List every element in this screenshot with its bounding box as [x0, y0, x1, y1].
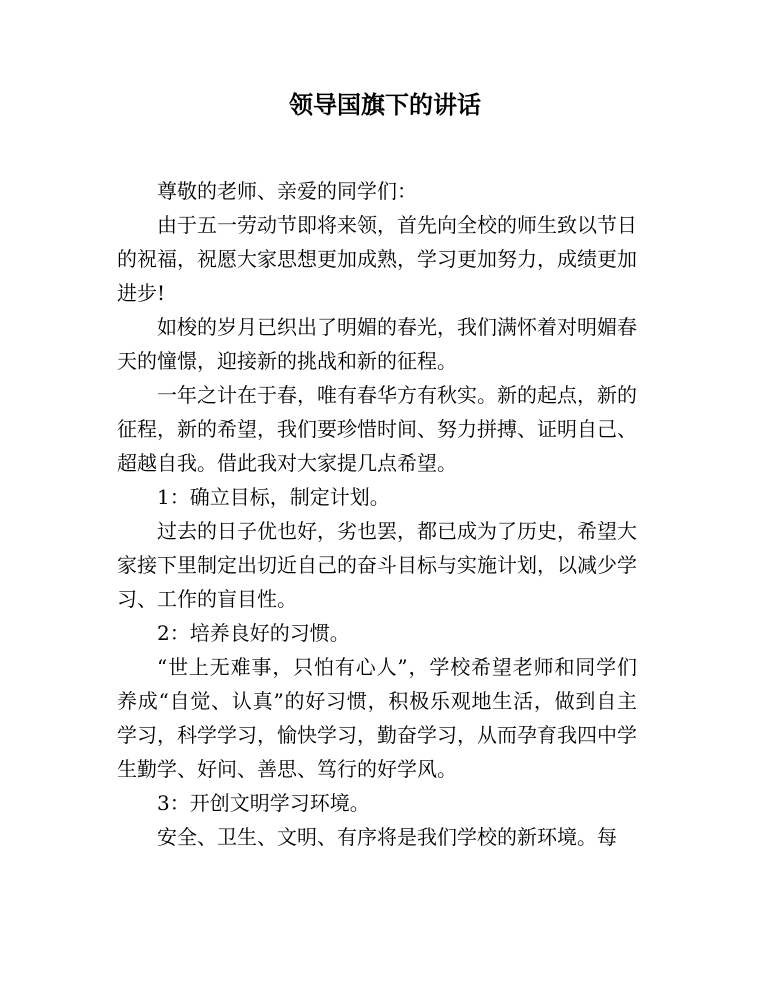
section-heading-1: 1：确立目标，制定计划。: [157, 485, 390, 509]
paragraph: “世上无难事，只怕有心人”，学校希望老师和同学们养成“自觉、认真”的好习惯，积极乐观地生活，做到自主学习，科学学习，愉快学习，勤奋学习，从而孕育我四中学生勤学、好问、善思、笃行的好学风。: [117, 655, 637, 781]
section-heading-2: 2：培养良好的习惯。: [157, 621, 350, 645]
document-body: [117, 174, 637, 854]
paragraph: 过去的日子优也好，劣也罢，都已成为了历史，希望大家接下里制定出切近自己的奋斗目标与实施计划，以减少学习、工作的盲目性。: [117, 519, 637, 611]
salutation: 尊敬的老师、亲爱的同学们：: [157, 179, 417, 203]
paragraph: 安全、卫生、文明、有序将是我们学校的新环境。每: [157, 825, 617, 849]
paragraph: 由于五一劳动节即将来领，首先向全校的师生致以节日的祝福，祝愿大家思想更加成熟，学习更加努力，成绩更加进步!: [117, 213, 637, 305]
section-heading-3: 3：开创文明学习环境。: [157, 791, 370, 815]
paragraph: 一年之计在于春，唯有春华方有秋实。新的起点，新的征程，新的希望，我们要珍惜时间、努力拼搏、证明自己、超越自我。借此我对大家提几点希望。: [117, 383, 637, 475]
page-title: 领导国旗下的讲话: [289, 91, 481, 119]
paragraph: 如梭的岁月已织出了明媚的春光，我们满怀着对明媚春天的憧憬，迎接新的挑战和新的征程。: [117, 315, 637, 373]
